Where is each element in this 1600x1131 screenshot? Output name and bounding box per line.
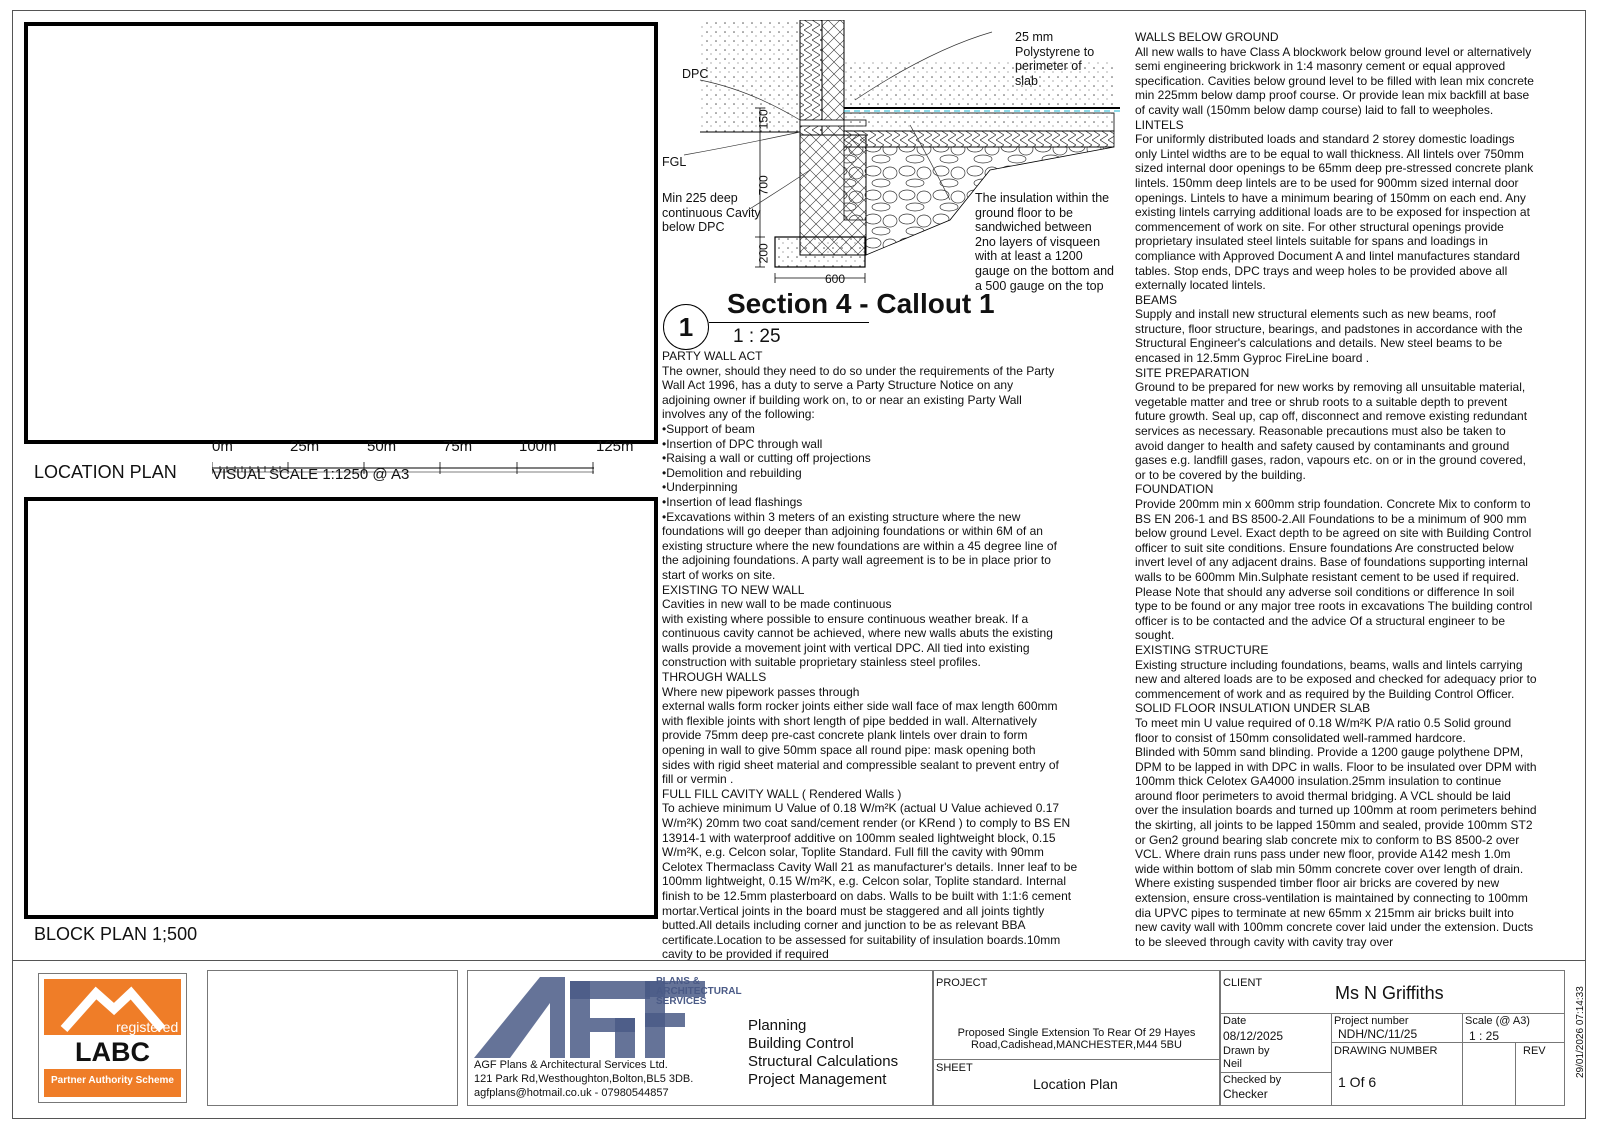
date-label: Date (1223, 1015, 1247, 1027)
note-line: •Insertion of DPC through wall (662, 436, 823, 451)
scale-caption: VISUAL SCALE 1:1250 @ A3 (212, 466, 410, 483)
agf-logo-subtitle (656, 977, 742, 1007)
note-line: BEAMS (1135, 292, 1178, 307)
note-line: •Raising a wall or cutting off projections (662, 451, 871, 466)
note-line: W/m²K) 20mm two coat sand/cement render (or KRend ) to comply to BS EN (662, 816, 1071, 830)
note-line: •Insertion of lead flashings (662, 494, 803, 509)
rev-label: REV (1523, 1045, 1546, 1057)
company-address: 121 Park Rd,Westhoughton,Bolton,BL5 3DB. (474, 1073, 694, 1085)
note-line: dia UPVC pipes to terminate at new 65mm x 215mm air bricks built into (1135, 905, 1514, 920)
row-divider-1 (1220, 1013, 1564, 1014)
note-line: semi engineering brickwork in 1:4 masonry cement or equal approved (1135, 59, 1506, 74)
project-line: Proposed Single Extension To Rear Of 29 Hayes (957, 1027, 1196, 1039)
rev-divider (1515, 1042, 1516, 1105)
company-panel (467, 970, 934, 1106)
row-divider-2 (1331, 1042, 1564, 1043)
location-plan-label: LOCATION PLAN (34, 462, 177, 482)
note-line: around floor perimeters to avoid thermal bridging. A VCL should be laid (1135, 788, 1511, 803)
note-line: 100mm thick Celotex GA4000 insulation.25mm insulation to continue (1135, 774, 1502, 789)
note-line: certificate.Location to be assessed for suitability of insulation boards.10mm (662, 932, 1061, 947)
annotation-line: Polystyrene to (1015, 44, 1095, 59)
note-line: construction with suitable proprietary stainless steel profiles. (662, 655, 981, 670)
project-line: Road,Cadishead,MANCHESTER,M44 5BU (971, 1039, 1182, 1051)
note-line: EXISTING STRUCTURE (1135, 642, 1269, 657)
note-line: THROUGH WALLS (662, 670, 767, 685)
service-item: Planning (748, 1017, 807, 1034)
note-line: mortar.Vertical joints in the board must be staggered and all joints tightly (662, 903, 1045, 918)
scale-label: Scale (@ A3) (1465, 1015, 1530, 1027)
note-line: below ground Level. Exact depth to be agreed on site with Building Control (1135, 526, 1532, 541)
labc-scheme: Partner Authority Scheme (51, 1075, 174, 1086)
client-value: Ms N Griffiths (1335, 983, 1444, 1003)
note-line: FOUNDATION (1135, 482, 1214, 497)
project-label: PROJECT (936, 977, 988, 989)
note-line: the skirting, all joints to be lapped 150mm and sealed, provide 100mm ST2 (1135, 818, 1533, 833)
sheet-label: SHEET (936, 1062, 973, 1074)
col-divider-1 (1331, 1013, 1332, 1105)
annotation-cavity (662, 191, 761, 235)
labc-name: LABC (44, 1035, 181, 1069)
dim-150: 150 (756, 109, 771, 130)
dim-600: 600 (825, 272, 846, 286)
note-line: walls to be 600mm Min.Sulphate resistant cement to be used if required. (1135, 569, 1520, 584)
note-line: tables. Stop ends, DPC trays and weep holes to be provided above all (1135, 263, 1508, 278)
checked-by-label: Checked by (1223, 1074, 1282, 1086)
labc-logo-background (44, 979, 181, 1097)
note-line: VCL. Where drain runs pass under new floor, provide A142 mesh 1.0m (1135, 847, 1511, 862)
note-line: •Underpinning (662, 480, 738, 495)
note-line: involves any of the following: (662, 407, 815, 422)
annotation-dpc: DPC (682, 67, 709, 81)
client-label: CLIENT (1223, 977, 1263, 989)
annotation-line: slab (1015, 73, 1038, 88)
annotation-line: ground floor to be (975, 205, 1073, 220)
labc-logo (38, 973, 187, 1103)
note-line: cavity to be provided if required (662, 947, 829, 962)
dim-700: 700 (756, 175, 771, 196)
note-line: To achieve minimum U Value of 0.18 W/m²K (actual U Value achieved 0.17 (662, 801, 1060, 816)
note-line: •Support of beam (662, 421, 755, 436)
note-line: over the insulation boards and turned up 100mm at room perimeters behind (1135, 803, 1537, 818)
note-line: start of works on site. (662, 567, 776, 582)
note-line: invert level of any adjacent drains. Base of foundations supporting internal (1135, 555, 1528, 570)
note-line: commencement of work and as required by the Building Control Officer. (1135, 686, 1515, 701)
note-line: provide 75mm deep pre-cast concrete plank lintels over drain to form (662, 728, 1028, 743)
note-line: continuous cavity cannot be achieved, where new walls abuts the existing (662, 626, 1053, 641)
sheet-value: Location Plan (1033, 1076, 1118, 1092)
title-block-divider (12, 960, 1586, 961)
note-line: Please Note that should any adverse soil conditions or difference In soil (1135, 584, 1515, 599)
note-line: fill or vermin . (662, 772, 734, 787)
note-line: vegetable matter and tree or shrub roots to a suitable depth to prevent (1135, 394, 1508, 409)
note-line: sought. (1135, 628, 1175, 643)
note-line: •Excavations within 3 meters of an existing structure where the new (662, 509, 1021, 524)
section-title-underline (709, 322, 869, 323)
note-line: Existing structure including foundations, beams, walls and lintels carrying (1135, 657, 1523, 672)
note-line: Supply and install new structural elements such as new beams, roof (1135, 307, 1496, 322)
note-line: external walls form rocker joints either side wall face of max length 600mm (662, 699, 1058, 714)
note-line: SITE PREPARATION (1135, 365, 1250, 380)
project-number-label: Project number (1334, 1015, 1409, 1027)
note-line: or to be covered by the building. (1135, 467, 1306, 482)
note-line: new cavity wall with 100mm concrete cover laid under the extension. Ducts (1135, 920, 1534, 935)
note-line: existing lintels carrying additional loads are to be exposed for inspection at (1135, 205, 1530, 220)
company-services (748, 1017, 898, 1089)
scale-tick-100: 100m (519, 438, 557, 455)
note-line: extension, ensure cross-ventilation is maintained by connecting to 100mm (1135, 891, 1528, 906)
annotation-line: 25 mm (1015, 30, 1054, 44)
note-line: existing structure where the new foundations are within a 45 degree line of (662, 538, 1057, 553)
annotation-line: 2no layers of visqueen (975, 234, 1101, 249)
note-line: type to be found or any major tree roots in excavations The building control (1135, 599, 1533, 614)
note-line: W/m²K, e.g. Celcon solar, Toplite Standard. Full fill the cavity with 90mm (662, 845, 1044, 860)
note-line: •Demolition and rebuilding (662, 465, 802, 480)
note-line: specification. Cavities below ground level to be filled with lean mix concrete (1135, 73, 1534, 88)
drawn-by-value: Neil (1223, 1058, 1242, 1070)
note-line: EXISTING TO NEW WALL (662, 582, 805, 597)
note-line: PARTY WALL ACT (662, 349, 763, 363)
scale-tick-0: 0m (212, 438, 233, 455)
note-line: compliance with Approved Document A and lintel manufactures standard (1135, 248, 1520, 263)
note-line: Where new pipework passes through (662, 684, 860, 699)
company-contact: agfplans@hotmail.co.uk - 07980544857 (474, 1087, 669, 1099)
note-line: The owner, should they need to do so under the requirements of the Party (662, 363, 1055, 378)
block-plan-frame (24, 497, 658, 919)
annotation-polystyrene (1015, 30, 1094, 88)
annotation-line: continuous Cavity (662, 205, 761, 220)
labc-registered: registered (116, 1019, 179, 1035)
note-line: sides with rigid sheet material and compressible sealant to prevent entry of (662, 757, 1059, 772)
annotation-line: Min 225 deep (662, 191, 738, 205)
project-number-value: NDH/NC/11/25 (1338, 1027, 1418, 1041)
note-line: structure, floor structure, bearings, and padstones in accordance with the (1135, 321, 1523, 336)
block-plan-label: BLOCK PLAN 1;500 (34, 924, 198, 944)
note-line: sized internal door openings to be 65mm deep pre-stressed concrete plank (1135, 161, 1534, 176)
section-number-circle: 1 (663, 304, 709, 350)
note-line: adjoining owner if building work on, to or near an existing Party Wall (662, 392, 1022, 407)
checked-by-value: Checker (1223, 1087, 1268, 1101)
note-line: gases e.g. landfill gases, radon, vapours etc. on or in the ground covered, (1135, 453, 1526, 468)
annotation-line: below DPC (662, 220, 725, 235)
note-line: future growth. Seal up, cap off, disconnect and remove existing redundant (1135, 409, 1528, 424)
note-line: new and altered loads are to be exposed and checked for adequacy prior to (1135, 672, 1537, 687)
note-line: Where existing suspended timber floor air bricks are covered by new (1135, 876, 1500, 891)
agf-sub-line: SERVICES (656, 996, 707, 1007)
note-line: BS EN 206-1 and BS 8500-2.All Foundations to be a minimum of 900 mm (1135, 511, 1527, 526)
note-line: Wall Act 1996, has a duty to serve a Party Structure Notice on any (662, 378, 1014, 393)
note-line: For uniformly distributed loads and standard 2 storey domestic loadings (1135, 132, 1515, 147)
client-panel (1219, 970, 1565, 1106)
note-line: openings. Lintels to have a minimum bearing of 150mm on each end. Any (1135, 190, 1526, 205)
blank-panel (207, 970, 458, 1106)
scale-tick-25: 25m (290, 438, 320, 455)
agf-sub-line: ARCHITECTURAL (656, 986, 742, 997)
annotation-line: The insulation within the (975, 191, 1110, 205)
note-line: of cavity wall (150mm below damp course) laid to fall to weepholes. (1135, 102, 1494, 117)
note-line: 100mm lightweight, 0.15 W/m²K, e.g. Celcon solar, Toplite standard. Internal (662, 874, 1066, 889)
service-item: Project Management (748, 1071, 887, 1088)
note-line: foundations will go deeper than adjoining foundations or within 6M of an (662, 524, 1043, 539)
section-title: Section 4 - Callout 1 (727, 288, 995, 319)
note-line: Provide 200mm min x 600mm strip foundation. Concrete Mix to conform to (1135, 497, 1531, 511)
note-line: floor to consist of 150mm consolidated well-rammed hardcore. (1135, 730, 1466, 745)
note-line: WALLS BELOW GROUND (1135, 30, 1279, 44)
note-line: lintels. 150mm deep lintels are to be used for 900mm sized internal door (1135, 175, 1519, 190)
company-name: AGF Plans & Architectural Services Ltd. (474, 1059, 668, 1071)
service-item: Structural Calculations (748, 1053, 899, 1070)
note-line: DPM to be lapped in with DPC in walls. Floor to be insulated over DPM with (1135, 759, 1537, 774)
note-line: commencement of work on site. For other structural openings provide (1135, 219, 1504, 234)
note-line: to be sleeved through cavity with cavity tray over (1135, 934, 1394, 949)
agf-sub-line: PLANS & (656, 976, 700, 987)
sheet-divider (933, 1059, 1220, 1060)
note-line: the adjoining foundations. A party wall agreement is to be in place prior to (662, 553, 1051, 568)
note-line: finish to be 12.5mm plasterboard on dabs. Walls to be built with 1:1:6 cement (662, 888, 1072, 903)
note-line: externally located lintels. (1135, 278, 1266, 293)
scale-bar (212, 438, 642, 486)
row-divider-3 (1220, 1072, 1331, 1073)
note-line: Blinded with 50mm sand blinding. Provide a 1200 gauge polythene DPM, (1135, 745, 1524, 760)
scale-tick-75: 75m (443, 438, 473, 455)
scale-tick-50: 50m (367, 438, 397, 455)
annotation-fgl: FGL (662, 155, 687, 169)
annotation-line: perimeter of (1015, 59, 1082, 73)
annotation-line: with at least a 1200 (975, 249, 1083, 264)
notes-left-column (662, 349, 1092, 962)
annotation-line: sandwiched between (975, 220, 1092, 235)
drawing-number-value: 1 Of 6 (1338, 1074, 1377, 1090)
note-line: butted.All details including corner and junction to be as relevant BBA (662, 918, 1026, 933)
annotation-line: a 500 gauge on the top (975, 278, 1104, 293)
dim-200: 200 (756, 243, 771, 264)
note-line: All new walls to have Class A blockwork below ground level or alternatively (1135, 44, 1532, 59)
note-line: or Gen2 ground bearing slab concrete mix to conform to BS 8500-2 over (1135, 832, 1520, 847)
note-line: avoid danger to health and safety caused by contaminants and ground (1135, 438, 1510, 453)
note-line: FULL FILL CAVITY WALL ( Rendered Walls ) (662, 786, 902, 801)
note-line: officer is to be contacted and the advice Of a structural engineer to be (1135, 613, 1506, 628)
location-plan-frame (24, 22, 658, 444)
note-line: proprietary insulated steel lintels suitable for spans and loadings in (1135, 234, 1488, 249)
note-line: with flexible joints with short length of pipe bedded in wall. Alternatively (662, 713, 1037, 728)
note-line: SOLID FLOOR INSULATION UNDER SLAB (1135, 701, 1371, 716)
drawn-by-label: Drawn by (1223, 1045, 1270, 1057)
note-line: Celotex Thermaclass Cavity Wall 21 as manufacturer's details. Inner leaf to be (662, 859, 1078, 874)
scale-value: 1 : 25 (1469, 1029, 1500, 1043)
annotation-insulation (975, 191, 1114, 293)
note-line: Cavities in new wall to be made continuous (662, 597, 892, 612)
note-line: with existing where possible to ensure continuous weather break. If a (662, 611, 1029, 626)
project-value (933, 1027, 1220, 1051)
date-value: 08/12/2025 (1223, 1029, 1284, 1043)
note-line: 13914-1 with waterproof additive on 100mm sealed lightweight block, 0.15 (662, 830, 1056, 845)
project-panel (932, 970, 1221, 1106)
annotation-line: gauge on the bottom and (975, 263, 1115, 278)
note-line: To meet min U value required of 0.18 W/m²K P/A ratio 0.5 Solid ground (1135, 715, 1512, 730)
scale-tick-125: 125m (596, 438, 634, 455)
notes-right-column (1135, 30, 1565, 949)
note-line: opening in wall to give 50mm space all round pipe: mask opening both (662, 743, 1036, 758)
note-line: services as necessary. Reasonable precautions must also be taken to (1135, 424, 1506, 439)
note-line: min 225mm below damp proof course. Or provide lean mix backfill at base (1135, 88, 1530, 103)
print-timestamp: 29/01/2026 07:14:33 (1575, 986, 1586, 1078)
note-line: walls provide a movement joint with vertical DPC. All tied into existing (662, 640, 1030, 655)
note-line: wide within bottom of slab min 50mm concrete cover over length of drain. (1135, 861, 1524, 876)
drawing-number-label: DRAWING NUMBER (1334, 1045, 1438, 1057)
section-scale: 1 : 25 (733, 326, 781, 347)
service-item: Building Control (748, 1035, 854, 1052)
note-line: LINTELS (1135, 117, 1184, 132)
note-line: Ground to be prepared for new works by removing all unsuitable material, (1135, 380, 1526, 395)
note-line: encased in 12.5mm Gyproc FireLine board . (1135, 351, 1370, 366)
note-line: only Lintel widths are to be equal to wall thickness. All lintels over 750mm (1135, 146, 1524, 161)
note-line: Structural Engineer's calculations and details. New steel beams to be (1135, 336, 1503, 351)
note-line: officer to suit site conditions. Ensure foundations Are constructed below (1135, 540, 1514, 555)
col-divider-2 (1462, 1013, 1463, 1105)
